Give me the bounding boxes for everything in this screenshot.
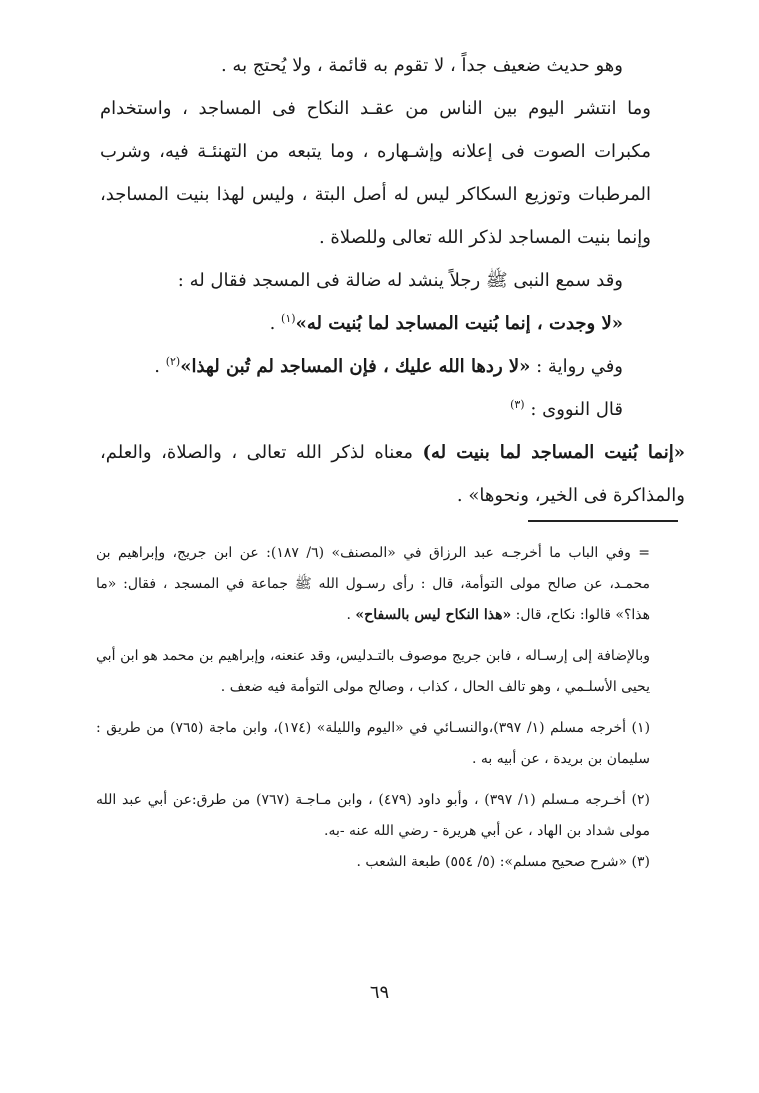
footnotes <box>96 538 686 878</box>
quote-3-rest: معناه لذكر الله تعالى ، والصلاة، والعلم، والمذاكرة فى الخير، ونحوها» . <box>100 442 685 506</box>
footnote-2: (٢) أخـرجه مـسلم (١/ ٣٩٧) ، وأبو داود (٤٧٩) ، وابن مـاجـة (٧٦٧) من طرق:عن أبي عبد الله مولى شداد بن الهاد ، عن أبي هريرة - رضي الله عنه -به. <box>96 792 650 839</box>
footnote-continuation <box>96 538 686 631</box>
continuation-text: = وفي الباب ما أخرجـه عبد الرزاق في «المصنف» (٦/ ١٨٧): عن ابن جريج، وإبراهيم بن محمـد، عن صالح مولى التوأمة، قال : رأى رسـول الله ﷺ جماعة في المسجد ، فقال: «ما هذا؟» قالوا: نكاح، قال: <box>96 545 651 623</box>
hadith-quote-1 <box>100 302 685 345</box>
continuation-quote: «هذا النكاح ليس بالسفاح» <box>355 607 512 623</box>
text-line-hadith-weak <box>100 44 685 87</box>
footnote-1: (١) أخرجه مسلم (١/ ٣٩٧)،والنسـائي في «اليوم والليلة» (١٧٤)، وابن ماجة (٧٦٥) من طريق : سليمان بن بريدة ، عن أبيه به . <box>96 720 651 767</box>
main-text <box>100 44 685 517</box>
quote-2-text: «لا ردها الله عليك ، فإن المساجد لم تُبن لهذا» <box>180 356 531 377</box>
nawawi-text: قال النووى : <box>524 399 623 420</box>
riwaya-prefix: وفي رواية : <box>530 356 623 377</box>
continuation-end: . <box>346 607 356 623</box>
weak-hadith-sentence: وهو حديث ضعيف جداً ، لا تقوم به قائمة ، ولا يُحتج به . <box>220 55 623 76</box>
nawawi-explanation <box>100 431 685 517</box>
footnote-divider <box>528 520 678 522</box>
footnote-isnad-critique: وبالإضافة إلى إرسـاله ، فابن جريج موصوف بالتـدليس، وقد عنعنه، وإبراهيم بن محمد هو ابن أبي يحيى الأسلـمي ، وهو تالف الحال ، كذاب ، وصالح مولى التوأمة فيه ضعف . <box>96 648 650 695</box>
nawawi-line <box>100 388 685 431</box>
footnote-3: (٣) «شرح صحيح مسلم»: (٥/ ٥٥٤) طبعة الشعب . <box>356 854 650 870</box>
paragraph-nikah-in-mosques: وما انتشر اليوم بين الناس من عقـد النكاح فى المساجد ، واستخدام مكبرات الصوت فى إعلانه وإشـهاره ، وما يتبعه من التهنئـة فيه، وشرب المرطبات وتوزيع السكاكر ليس له أصل البتة ، وليس لهذا بنيت المساجد، وإنما بنيت المساجد لذكر الله تعالى وللصلاة . <box>100 98 651 248</box>
quote-1-end: . <box>269 313 282 334</box>
quote-2-end: . <box>154 356 166 377</box>
footnote-ref-2: (٢) <box>165 355 181 368</box>
hadith-quote-2 <box>100 345 685 388</box>
quote-1-text: «لا وجدت ، إنما بُنيت المساجد لما بُنيت له» <box>295 313 623 334</box>
footnote-ref-1: (١) <box>281 312 296 325</box>
paragraph-lost-item: وقد سمع النبى ﷺ رجلاً ينشد له ضالة فى المسجد فقال له : <box>177 270 623 291</box>
page-number: ٦٩ <box>369 982 390 1003</box>
quote-3-text: «إنما بُنيت المساجد لما بنيت له) <box>422 442 685 463</box>
footnote-ref-3: (٣) <box>510 398 525 411</box>
